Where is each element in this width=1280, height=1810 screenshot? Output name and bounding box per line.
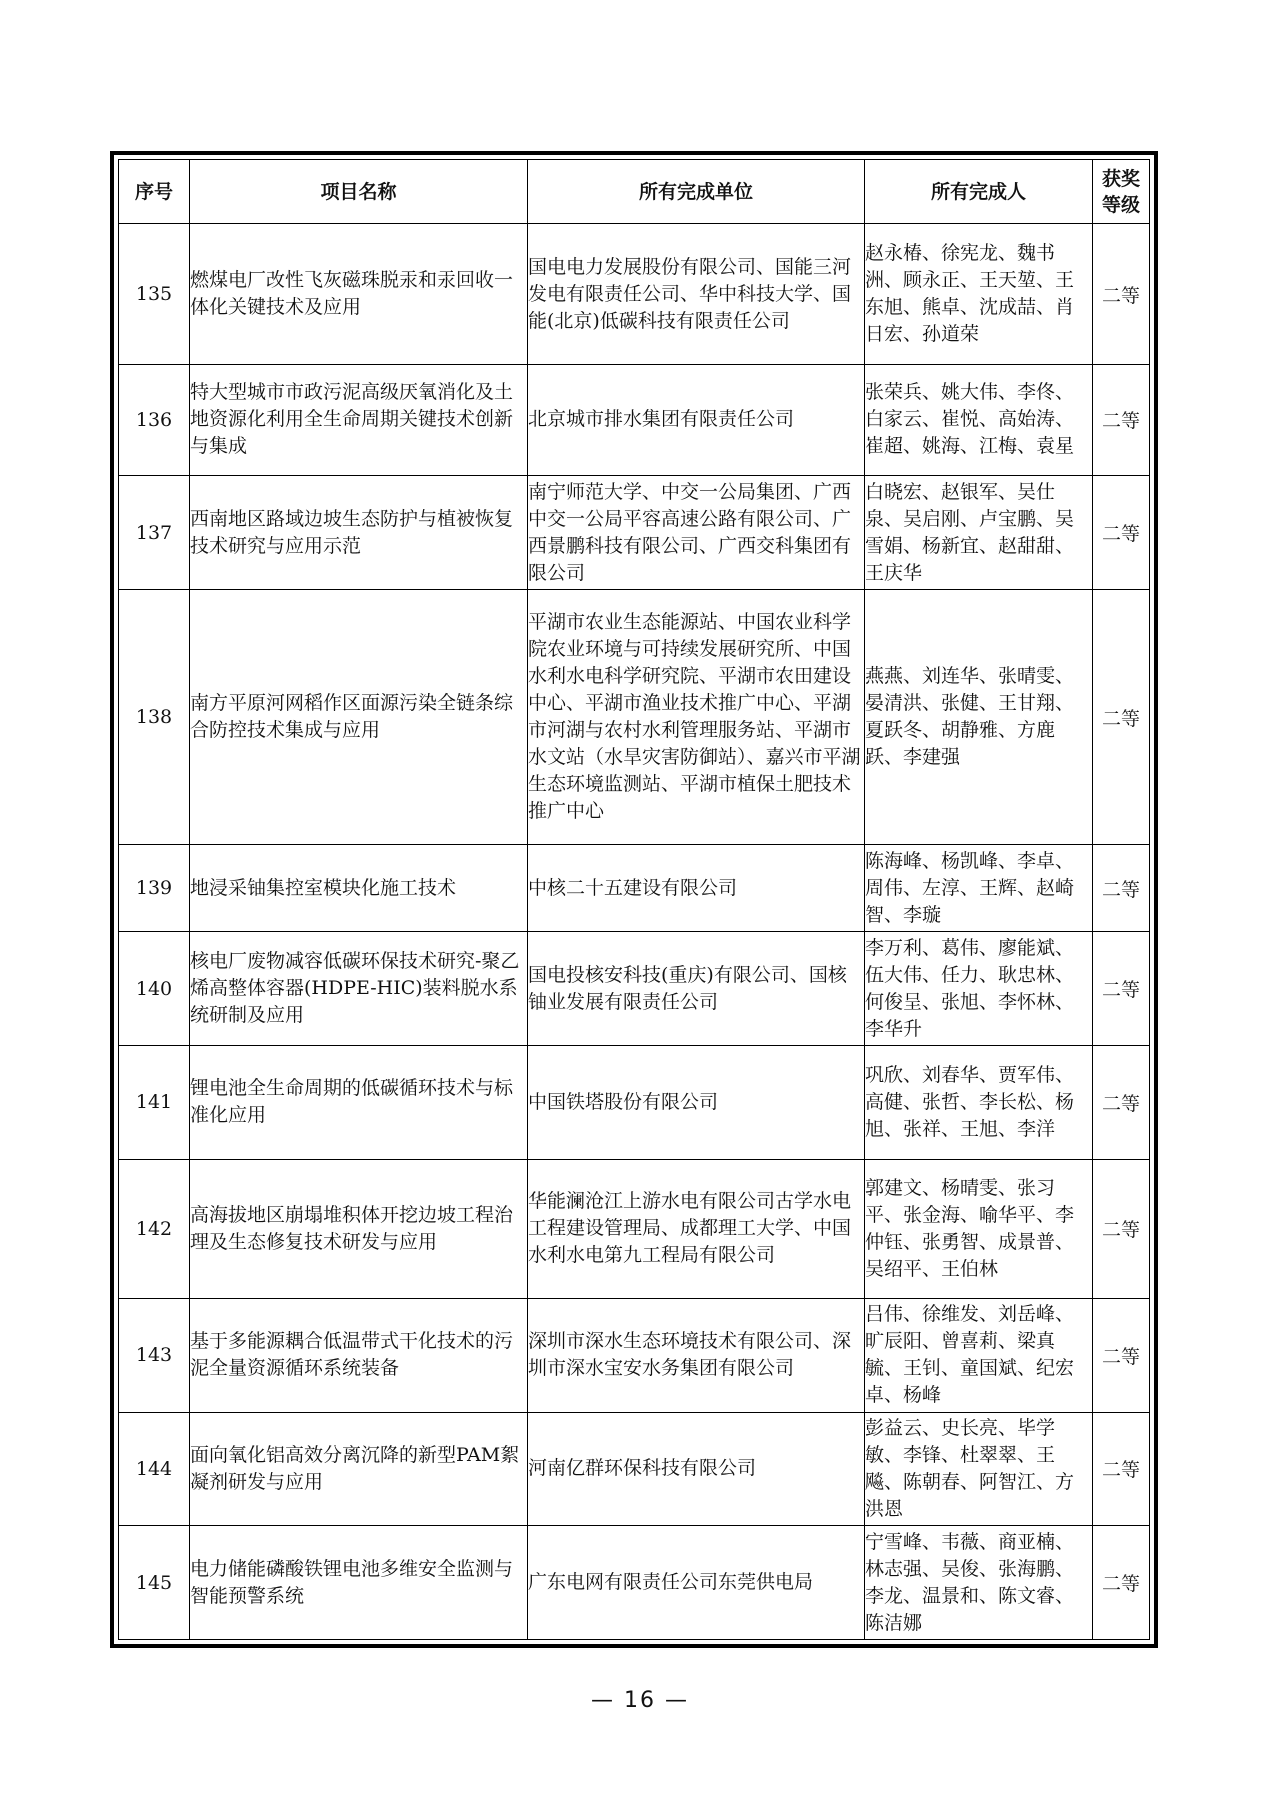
completing-people: 赵永椿、徐宪龙、魏书洲、顾永正、王天堃、王东旭、熊卓、沈成喆、肖日宏、孙道荣 — [865, 224, 1093, 365]
row-no: 141 — [119, 1046, 190, 1160]
table-row — [119, 365, 1150, 476]
project-name: 地浸采铀集控室模块化施工技术 — [190, 845, 528, 932]
header-award-line2: 等级 — [1101, 193, 1140, 216]
row-no: 137 — [119, 475, 190, 590]
header-project-name: 项目名称 — [190, 160, 528, 224]
table-row — [119, 224, 1150, 365]
completing-people: 吕伟、徐维发、刘岳峰、旷辰阳、曾喜莉、梁真毓、王钊、童国斌、纪宏卓、杨峰 — [865, 1298, 1093, 1412]
awards-table — [118, 159, 1150, 1640]
award-level: 二等 — [1093, 224, 1150, 365]
completing-units: 华能澜沧江上游水电有限公司古学水电工程建设管理局、成都理工大学、中国水利水电第九工程局有限公司 — [528, 1159, 865, 1298]
completing-units: 中核二十五建设有限公司 — [528, 845, 865, 932]
award-level: 二等 — [1093, 845, 1150, 932]
completing-people: 彭益云、史长亮、毕学敏、李锋、杜翠翠、王飚、陈朝春、阿智江、方洪恩 — [865, 1412, 1093, 1526]
completing-people: 燕燕、刘连华、张晴雯、晏清洪、张健、王甘翔、夏跃冬、胡静雅、方鹿跃、李建强 — [865, 590, 1093, 845]
table-row — [119, 1298, 1150, 1412]
project-name: 燃煤电厂改性飞灰磁珠脱汞和汞回收一体化关键技术及应用 — [190, 224, 528, 365]
completing-units: 河南亿群环保科技有限公司 — [528, 1412, 865, 1526]
completing-units: 国电电力发展股份有限公司、国能三河发电有限责任公司、华中科技大学、国能(北京)低碳科技有限责任公司 — [528, 224, 865, 365]
completing-people: 宁雪峰、韦薇、商亚楠、林志强、吴俊、张海鹏、李龙、温景和、陈文睿、陈洁娜 — [865, 1526, 1093, 1640]
completing-people: 陈海峰、杨凯峰、李卓、周伟、左淳、王辉、赵崎智、李璇 — [865, 845, 1093, 932]
row-no: 142 — [119, 1159, 190, 1298]
header-award-level — [1093, 160, 1150, 224]
completing-people: 张荣兵、姚大伟、李佟、白家云、崔悦、高始涛、崔超、姚海、江梅、袁星 — [865, 365, 1093, 476]
table-row — [119, 932, 1150, 1046]
row-no: 140 — [119, 932, 190, 1046]
award-level: 二等 — [1093, 365, 1150, 476]
page-number: — 16 — — [591, 1688, 689, 1713]
completing-units: 广东电网有限责任公司东莞供电局 — [528, 1526, 865, 1640]
project-name: 西南地区路域边坡生态防护与植被恢复技术研究与应用示范 — [190, 475, 528, 590]
row-no: 135 — [119, 224, 190, 365]
table-row — [119, 1412, 1150, 1526]
row-no: 143 — [119, 1298, 190, 1412]
project-name: 南方平原河网稻作区面源污染全链条综合防控技术集成与应用 — [190, 590, 528, 845]
table-frame — [110, 151, 1158, 1648]
completing-people: 李万利、葛伟、廖能斌、伍大伟、任力、耿忠林、何俊呈、张旭、李怀林、李华升 — [865, 932, 1093, 1046]
award-level: 二等 — [1093, 590, 1150, 845]
row-no: 138 — [119, 590, 190, 845]
award-level: 二等 — [1093, 1412, 1150, 1526]
row-no: 145 — [119, 1526, 190, 1640]
award-level: 二等 — [1093, 1159, 1150, 1298]
table-row — [119, 475, 1150, 590]
table-row — [119, 1526, 1150, 1640]
project-name: 特大型城市市政污泥高级厌氧消化及土地资源化利用全生命周期关键技术创新与集成 — [190, 365, 528, 476]
header-no: 序号 — [119, 160, 190, 224]
table-header-row — [119, 160, 1150, 224]
project-name: 基于多能源耦合低温带式干化技术的污泥全量资源循环系统装备 — [190, 1298, 528, 1412]
row-no: 139 — [119, 845, 190, 932]
completing-units: 国电投核安科技(重庆)有限公司、国核铀业发展有限责任公司 — [528, 932, 865, 1046]
table-row — [119, 590, 1150, 845]
project-name: 高海拔地区崩塌堆积体开挖边坡工程治理及生态修复技术研发与应用 — [190, 1159, 528, 1298]
award-level: 二等 — [1093, 1298, 1150, 1412]
completing-units: 中国铁塔股份有限公司 — [528, 1046, 865, 1160]
completing-people: 白晓宏、赵银军、吴仕泉、吴启刚、卢宝鹏、吴雪娟、杨新宜、赵甜甜、王庆华 — [865, 475, 1093, 590]
award-level: 二等 — [1093, 1046, 1150, 1160]
table-row — [119, 1046, 1150, 1160]
header-people: 所有完成人 — [865, 160, 1093, 224]
project-name: 电力储能磷酸铁锂电池多维安全监测与智能预警系统 — [190, 1526, 528, 1640]
project-name: 锂电池全生命周期的低碳循环技术与标准化应用 — [190, 1046, 528, 1160]
completing-units: 南宁师范大学、中交一公局集团、广西中交一公局平容高速公路有限公司、广西景鹏科技有限公司、广西交科集团有限公司 — [528, 475, 865, 590]
completing-units: 北京城市排水集团有限责任公司 — [528, 365, 865, 476]
award-level: 二等 — [1093, 1526, 1150, 1640]
completing-units: 深圳市深水生态环境技术有限公司、深圳市深水宝安水务集团有限公司 — [528, 1298, 865, 1412]
row-no: 144 — [119, 1412, 190, 1526]
award-level: 二等 — [1093, 932, 1150, 1046]
header-award-line1: 获奖 — [1101, 167, 1140, 190]
completing-people: 巩欣、刘春华、贾军伟、高健、张哲、李长松、杨旭、张祥、王旭、李洋 — [865, 1046, 1093, 1160]
completing-people: 郭建文、杨晴雯、张习平、张金海、喻华平、李仲钰、张勇智、成景普、吴绍平、王伯林 — [865, 1159, 1093, 1298]
project-name: 核电厂废物减容低碳环保技术研究-聚乙烯高整体容器(HDPE-HIC)装料脱水系统研制及应用 — [190, 932, 528, 1046]
row-no: 136 — [119, 365, 190, 476]
table-row — [119, 845, 1150, 932]
table-row — [119, 1159, 1150, 1298]
project-name: 面向氧化铝高效分离沉降的新型PAM絮凝剂研发与应用 — [190, 1412, 528, 1526]
completing-units: 平湖市农业生态能源站、中国农业科学院农业环境与可持续发展研究所、中国水利水电科学研究院、平湖市农田建设中心、平湖市渔业技术推广中心、平湖市河湖与农村水利管理服务站、平湖市水文站（水旱灾害防御站）、嘉兴市平湖生态环境监测站、平湖市植保土肥技术推广中心 — [528, 590, 865, 845]
header-units: 所有完成单位 — [528, 160, 865, 224]
award-level: 二等 — [1093, 475, 1150, 590]
